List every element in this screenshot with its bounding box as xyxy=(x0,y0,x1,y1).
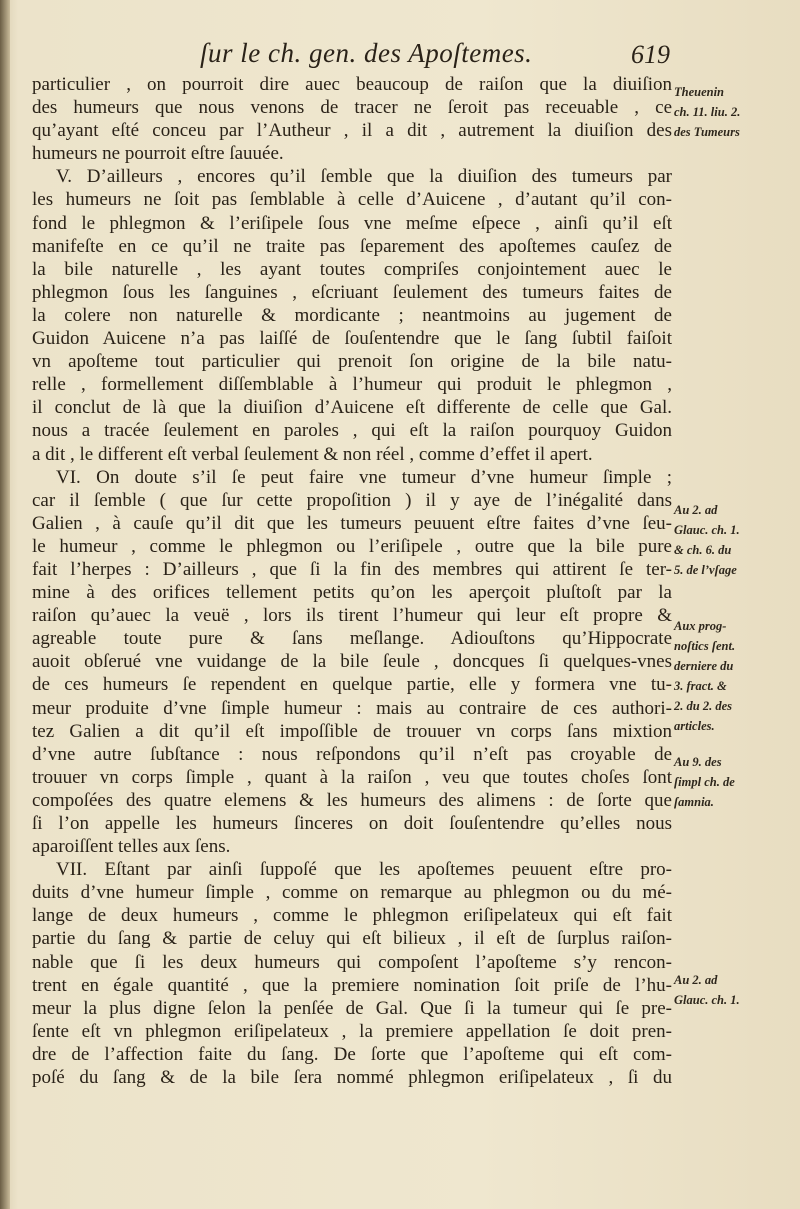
margin-note-line: ſamnia. xyxy=(674,795,714,809)
text-line: nous a tracée ſeulement en paroles , qui eſt la raiſon pourquoy Guidon xyxy=(32,420,672,442)
text-line: manifeſte en ce qu’il ne traite pas ſeparement des apoſtemes cauſez de xyxy=(32,235,672,257)
text-line: auoit obſerué vne vuidange de la bile ſeule , doncques ſi quelques-vnes xyxy=(32,651,672,673)
text-line: la colere non naturelle & mordicante ; neantmoins au jugement de xyxy=(32,304,672,326)
margin-note-line: Glauc. ch. 1. xyxy=(674,993,740,1007)
text-line: VII. Eſtant par ainſi ſuppoſé que les apoſtemes peuuent eſtre pro- xyxy=(56,859,672,881)
text-line: meur la plus digne ſelon la penſée de Gal. Que ſi la tumeur qui ſe pre- xyxy=(32,997,672,1019)
text-line: le humeur , comme le phlegmon ou l’eriſipele , outre que la bile pure xyxy=(32,535,672,557)
page-number: 619 xyxy=(631,40,670,69)
margin-note xyxy=(674,82,792,142)
margin-note xyxy=(674,616,792,736)
text-line: tez Galien a dit qu’il eſt impoſſible de trouuer vn corps ſans mixtion xyxy=(32,720,672,742)
text-line: il conclut de là que la diuiſion d’Auicene eſt differente de celle que Gal. xyxy=(32,397,672,419)
text-line: fait l’herpes : D’ailleurs , que ſi la fin des membres qui attirent ſe ter- xyxy=(32,558,672,580)
text-line: agreable toute pure & ſans meſlange. Adiouſtons qu’Hippocrate xyxy=(32,628,672,650)
margin-note-line: 2. du 2. des xyxy=(674,699,732,713)
text-line: ſente eſt vn phlegmon eriſipelateux , la premiere appellation ſe doit pren- xyxy=(32,1020,672,1042)
margin-note xyxy=(674,752,792,812)
text-line: poſé du ſang & de la bile ſera nommé phlegmon eriſipelateux , ſi du xyxy=(32,1067,672,1089)
text-line: dre de l’affection faite du ſang. De ſorte que l’apoſteme qui eſt com- xyxy=(32,1043,672,1065)
text-line: raiſon qu’auec la veuë , lors ils tirent l’humeur qui leur eſt propre & xyxy=(32,605,672,627)
text-line: d’vne autre ſubſtance : nous reſpondons qu’il n’eſt pas croyable de xyxy=(32,743,672,765)
text-line: Galien , à cauſe qu’il dit que les tumeurs peuuent eſtre faites d’vne ſeu- xyxy=(32,512,672,534)
margin-note-line: Au 9. des xyxy=(674,755,722,769)
text-line: VI. On doute s’il ſe peut faire vne tumeur d’vne humeur ſimple ; xyxy=(56,466,672,488)
text-line: mine à des orifices tellement petits qu’on les aperçoit pluſtoſt par la xyxy=(32,582,672,604)
text-line: qu’ayant eſté conceu par l’Autheur , il a dit , autrement la diuiſion des xyxy=(32,120,672,142)
text-line: ſi l’on appelle les humeurs ſinceres on doit ſouſentendre qu’elles nous xyxy=(32,813,672,834)
text-line: de ces humeurs ſe rependent en quelque partie, elle y formera vne tu- xyxy=(32,674,672,696)
text-line: a dit , le different eſt verbal ſeulement & non réel , comme d’effet il apert. xyxy=(32,443,593,465)
text-line: Guidon Auicene n’a pas laiſſé de ſouſentendre que le ſang ſubtil faiſoit xyxy=(32,328,672,350)
text-line: duits d’vne humeur ſimple , comme on remarque au phlegmon ou du mé- xyxy=(32,882,672,904)
text-line: fond le phlegmon & l’eriſipele ſous vne meſme eſpece , ainſi qu’il eſt xyxy=(32,212,672,234)
text-line: compoſées des quatre elemens & les humeurs des alimens : de ſorte que xyxy=(32,789,672,811)
margin-note-line: noſtics ſent. xyxy=(674,639,736,653)
text-line: la bile naturelle , les ayant toutes compriſes conjointement auec le xyxy=(32,258,672,280)
margin-note-line: ſimpl ch. de xyxy=(674,775,735,789)
text-line: des humeurs que nous venons de tracer ne ſeroit pas receuable , ce xyxy=(32,97,672,119)
page-header xyxy=(200,38,670,78)
text-line: aparoiſſent telles aux ſens. xyxy=(32,836,231,858)
text-line: lange de deux humeurs , comme le phlegmon eriſipelateux qui eſt fait xyxy=(32,905,672,927)
margin-note-line: articles. xyxy=(674,719,715,733)
margin-note xyxy=(674,970,792,1010)
text-line: les humeurs ne ſoit pas ſemblable à celle d’Auicene , d’autant qu’il con- xyxy=(32,189,672,211)
text-line: nable que ſi les deux humeurs qui compoſent l’apoſteme s’y rencon- xyxy=(32,951,672,973)
text-line: trent en égale quantité , que la premiere nomination ſoit priſe de l’hu- xyxy=(32,974,672,996)
text-line: V. D’ailleurs , encores qu’il ſemble que la diuiſion des tumeurs par xyxy=(56,166,672,188)
text-line: vn apoſteme tout particulier qui prenoit ſon origine de la bile natu- xyxy=(32,351,672,373)
text-line: phlegmon ſous les ſanguines , eſcriuant ſeulement des tumeurs faites de xyxy=(32,281,672,303)
margin-note-line: & ch. 6. du xyxy=(674,543,732,557)
book-gutter xyxy=(0,0,10,1209)
margin-note-line: des Tumeurs xyxy=(674,125,740,139)
running-title: ſur le ch. gen. des Apoſtemes. xyxy=(200,38,533,68)
text-line: trouuer vn corps ſimple , quant à la raiſon , veu que toutes choſes ſont xyxy=(32,766,672,788)
margin-note-line: Glauc. ch. 1. xyxy=(674,523,740,537)
margin-note xyxy=(674,500,792,580)
margin-note-line: Theuenin xyxy=(674,85,725,99)
text-line: meur produite d’vne ſimple humeur : mais au contraire de ces authori- xyxy=(32,697,672,719)
margin-note-line: 5. de l’vſage xyxy=(674,563,737,577)
text-line: partie du ſang & partie de celuy qui eſt bilieux , il eſt de ſurplus raiſon- xyxy=(32,928,672,950)
main-text-block xyxy=(32,73,672,1089)
text-line: relle , formellement diſſemblable à l’humeur qui produit le phlegmon , xyxy=(32,374,672,396)
margin-note-line: Aux prog- xyxy=(674,619,727,633)
margin-note-line: Au 2. ad xyxy=(674,503,718,517)
margin-note-line: derniere du xyxy=(674,659,734,673)
text-line: humeurs ne pourroit eſtre ſauuée. xyxy=(32,143,284,165)
margin-note-line: ch. 11. liu. 2. xyxy=(674,105,741,119)
text-line: particulier , on pourroit dire auec beaucoup de raiſon que la diuiſion xyxy=(32,74,672,95)
text-line: car il ſemble ( que ſur cette propoſition ) il y aye de l’inégalité dans xyxy=(32,489,672,511)
margin-note-line: Au 2. ad xyxy=(674,973,718,987)
margin-note-line: 3. fract. & xyxy=(674,679,727,693)
